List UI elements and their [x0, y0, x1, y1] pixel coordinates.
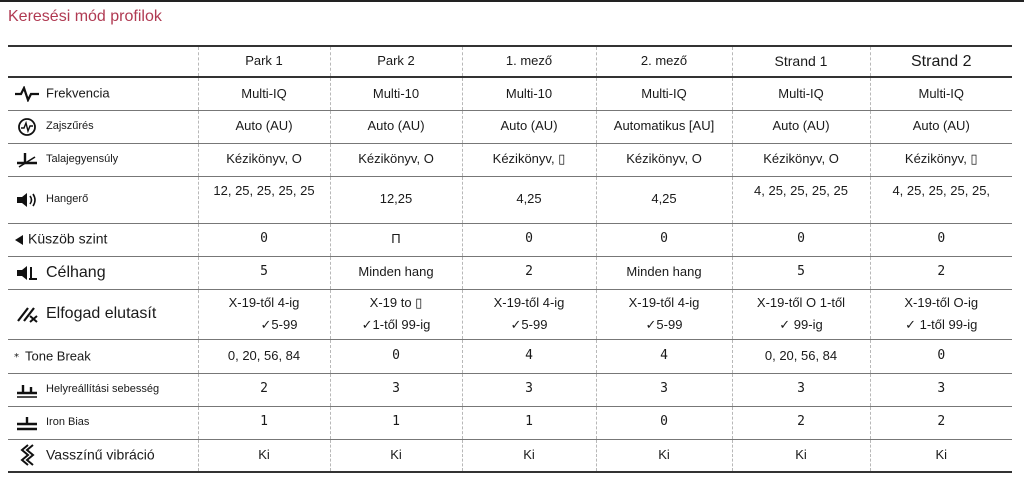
cell: Kézikönyv, O [198, 143, 330, 176]
table-row [8, 439, 1012, 472]
cell: 2 [870, 256, 1012, 289]
table-row [8, 77, 1012, 110]
cell: 5 [198, 256, 330, 289]
cell: 4 [596, 339, 732, 373]
cell: Ki [732, 439, 870, 472]
cell: 0, 20, 56, 84 [198, 339, 330, 373]
cell: Multi-10 [330, 77, 462, 110]
cell: 0 [870, 223, 1012, 256]
cell: 2 [732, 406, 870, 439]
cell: Ki [870, 439, 1012, 472]
cell: Multi-IQ [596, 77, 732, 110]
cell: 2 [462, 256, 596, 289]
row-label: Célhang [8, 256, 198, 289]
cell: 0 [732, 223, 870, 256]
col-header: Park 1 [198, 46, 330, 77]
cell: 3 [462, 373, 596, 406]
table-row [8, 256, 1012, 289]
cell: Multi-IQ [870, 77, 1012, 110]
row-label: Elfogad elutasít [8, 289, 198, 339]
cell: X-19-től 4-ig ✓5-99 [596, 289, 732, 339]
table-row [8, 223, 1012, 256]
cell: 5 [732, 256, 870, 289]
header-corner [8, 46, 198, 77]
col-header: 2. mező [596, 46, 732, 77]
row-label: Hangerő [8, 176, 198, 223]
cell: Auto (AU) [198, 110, 330, 143]
col-header: Strand 1 [732, 46, 870, 77]
cell: 3 [596, 373, 732, 406]
table-row [8, 143, 1012, 176]
cell: Kézikönyv, ▯ [870, 143, 1012, 176]
cell: X-19-től O 1-től ✓ 99-ig [732, 289, 870, 339]
cell: Auto (AU) [330, 110, 462, 143]
table-row [8, 339, 1012, 373]
cell: Minden hang [596, 256, 732, 289]
cell: Kézikönyv, O [330, 143, 462, 176]
cell: 4, 25, 25, 25, 25 [732, 176, 870, 223]
cell: Auto (AU) [870, 110, 1012, 143]
svg-text:*: * [14, 352, 19, 361]
cell: X-19 to ▯ ✓1-től 99-ig [330, 289, 462, 339]
top-rule [0, 0, 1024, 2]
cell: 4,25 [596, 176, 732, 223]
cell: 2 [870, 406, 1012, 439]
cell: 1 [198, 406, 330, 439]
col-header: Park 2 [330, 46, 462, 77]
cell: X-19-től 4-ig ✓5-99 [462, 289, 596, 339]
cell: Ki [330, 439, 462, 472]
row-label: * Tone Break [8, 339, 198, 373]
cell: 0 [870, 339, 1012, 373]
cell: 0 [596, 406, 732, 439]
cell: 3 [732, 373, 870, 406]
threshold-icon [14, 235, 24, 245]
cell: 4, 25, 25, 25, 25, [870, 176, 1012, 223]
cell: Auto (AU) [732, 110, 870, 143]
frequency-icon [14, 86, 40, 102]
cell: Multi-IQ [198, 77, 330, 110]
page-title: Keresési mód profilok [8, 8, 162, 25]
cell: X-19-től 4-ig ✓5-99 [198, 289, 330, 339]
row-label: Zajszűrés [8, 110, 198, 143]
table-row [8, 110, 1012, 143]
cell: Auto (AU) [462, 110, 596, 143]
cell: Kézikönyv, ▯ [462, 143, 596, 176]
row-label: Vasszínű vibráció [8, 439, 198, 472]
header-row [8, 46, 1012, 77]
row-label: Talajegyensúly [8, 143, 198, 176]
cell: Π [330, 223, 462, 256]
cell: Ki [462, 439, 596, 472]
cell: Automatikus [AU] [596, 110, 732, 143]
cell: Minden hang [330, 256, 462, 289]
cell: 0, 20, 56, 84 [732, 339, 870, 373]
ground-balance-icon [14, 151, 40, 169]
cell: 4,25 [462, 176, 596, 223]
accept-reject-icon [14, 304, 40, 324]
row-label: Iron Bias [8, 406, 198, 439]
cell: 4 [462, 339, 596, 373]
cell: 0 [596, 223, 732, 256]
tone-break-icon [14, 352, 22, 360]
cell: Multi-10 [462, 77, 596, 110]
speaker-icon [14, 191, 40, 209]
cell: 0 [462, 223, 596, 256]
cell: 0 [330, 339, 462, 373]
cell: 3 [870, 373, 1012, 406]
cell: 0 [198, 223, 330, 256]
table-row [8, 289, 1012, 339]
noise-cancel-icon [14, 117, 40, 137]
cell: 12,25 [330, 176, 462, 223]
cell: Kézikönyv, O [732, 143, 870, 176]
vibration-icon [14, 444, 40, 466]
cell: Ki [596, 439, 732, 472]
cell: 3 [330, 373, 462, 406]
table-row [8, 406, 1012, 439]
cell: 1 [462, 406, 596, 439]
cell: Kézikönyv, O [596, 143, 732, 176]
recovery-speed-icon [14, 381, 40, 399]
profiles-table [8, 45, 1012, 473]
cell: Ki [198, 439, 330, 472]
row-label: Frekvencia [8, 77, 198, 110]
cell: 1 [330, 406, 462, 439]
iron-bias-icon [14, 414, 40, 432]
table-row [8, 176, 1012, 223]
cell: Multi-IQ [732, 77, 870, 110]
target-tone-icon [14, 264, 40, 282]
row-label: Küszöb szint [8, 223, 198, 256]
col-header: Strand 2 [870, 46, 1012, 77]
col-header: 1. mező [462, 46, 596, 77]
row-label: Helyreállítási sebesség [8, 373, 198, 406]
cell: 2 [198, 373, 330, 406]
cell: 12, 25, 25, 25, 25 [198, 176, 330, 223]
cell: X-19-től O-ig ✓ 1-től 99-ig [870, 289, 1012, 339]
table-row [8, 373, 1012, 406]
